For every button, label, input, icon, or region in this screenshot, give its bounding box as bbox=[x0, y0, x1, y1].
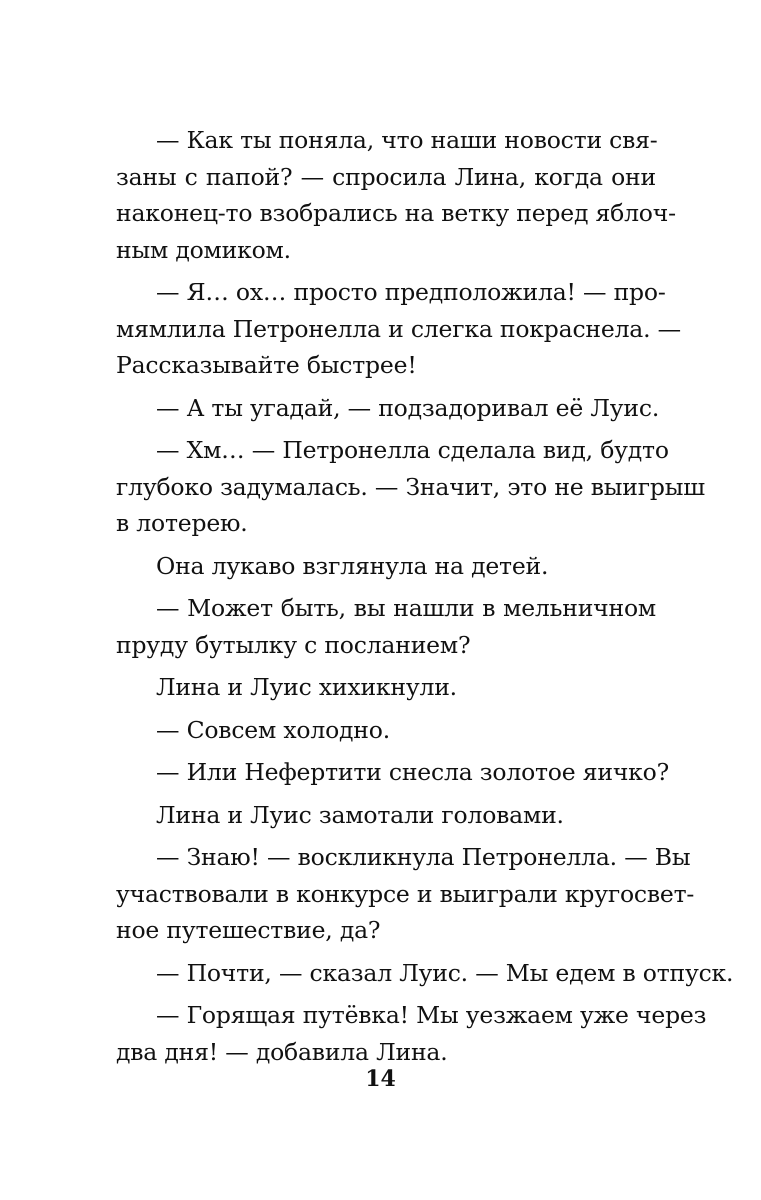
text-line: ным домиком. bbox=[116, 235, 291, 264]
paragraph bbox=[116, 754, 669, 791]
text-line: — Или Нефертити снесла золотое яичко? bbox=[156, 758, 669, 786]
text-line: мямлила Петронелла и слегка покраснела. — bbox=[116, 314, 681, 343]
text-line: заны с папой? — спросила Лина, когда они bbox=[116, 162, 656, 191]
text-line: наконец-то взобрались на ветку перед яблоч- bbox=[116, 199, 676, 227]
paragraph bbox=[116, 274, 681, 384]
text-line: Лина и Луис замотали головами. bbox=[156, 800, 564, 829]
paragraph bbox=[116, 712, 656, 749]
page-number: 14 bbox=[365, 1066, 396, 1092]
text-line: ное путешествие, да? bbox=[116, 916, 381, 944]
text-line: — Я… ох… просто предположила! — про- bbox=[156, 278, 666, 306]
text-line: пруду бутылку с посланием? bbox=[116, 630, 471, 659]
text-line: — Как ты поняла, что наши новости свя- bbox=[156, 126, 658, 154]
text-line: участвовали в конкурсе и выиграли кругосвет- bbox=[116, 879, 695, 908]
text-line: Она лукаво взглянула на детей. bbox=[156, 551, 549, 580]
paragraph bbox=[116, 548, 656, 585]
text-line: два дня! — добавила Лина. bbox=[116, 1037, 448, 1066]
paragraph bbox=[116, 390, 660, 427]
text-line: — Почти, — сказал Луис. — Мы едем в отпуск. bbox=[156, 958, 734, 987]
paragraph bbox=[116, 839, 695, 949]
paragraph bbox=[116, 997, 707, 1070]
paragraph bbox=[116, 669, 656, 706]
text-line: в лотерею. bbox=[116, 509, 248, 537]
text-line: Рассказывайте быстрее! bbox=[116, 351, 417, 379]
paragraph bbox=[116, 797, 656, 834]
text-line: — Хм… — Петронелла сделала вид, будто bbox=[156, 436, 669, 464]
text-line: — А ты угадай, — подзадоривал её Луис. bbox=[156, 393, 660, 422]
paragraph bbox=[116, 590, 656, 663]
text-line: — Может быть, вы нашли в мельничном bbox=[156, 594, 656, 622]
text-line: глубоко задумалась. — Значит, это не выигрыш bbox=[116, 472, 705, 501]
body-text bbox=[116, 122, 734, 1070]
text-line: — Знаю! — воскликнула Петронелла. — Вы bbox=[156, 843, 691, 871]
text-line: Лина и Луис хихикнули. bbox=[156, 673, 457, 701]
paragraph bbox=[116, 432, 705, 542]
paragraph bbox=[116, 122, 676, 268]
paragraph bbox=[116, 955, 734, 992]
text-line: — Совсем холодно. bbox=[156, 715, 390, 744]
text-line: — Горящая путёвка! Мы уезжаем уже через bbox=[156, 1001, 707, 1029]
